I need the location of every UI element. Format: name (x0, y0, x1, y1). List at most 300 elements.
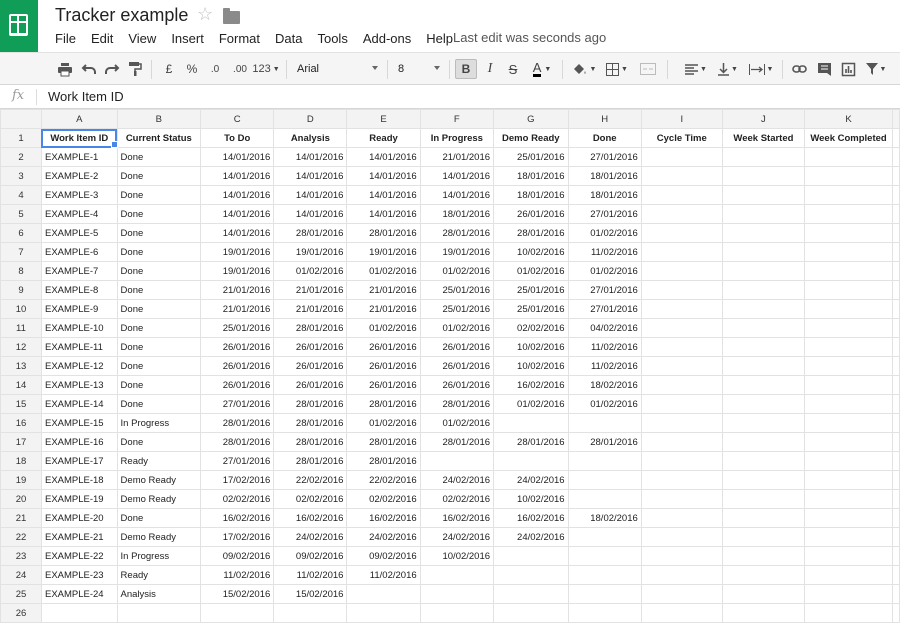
table-cell[interactable]: 16/02/2016 (420, 509, 493, 528)
italic-button[interactable]: I (487, 61, 493, 76)
table-cell[interactable]: Done (117, 357, 201, 376)
table-cell[interactable]: Done (117, 148, 201, 167)
table-cell[interactable]: 01/02/2016 (494, 395, 569, 414)
row-header[interactable]: 23 (1, 547, 42, 566)
table-cell[interactable] (722, 319, 804, 338)
table-cell[interactable] (893, 566, 900, 585)
table-cell[interactable] (805, 167, 893, 186)
table-cell[interactable] (568, 414, 641, 433)
table-cell[interactable] (641, 376, 722, 395)
table-cell[interactable]: 11/02/2016 (568, 243, 641, 262)
table-cell[interactable]: In Progress (117, 547, 201, 566)
table-cell[interactable] (893, 452, 900, 471)
table-cell[interactable] (893, 490, 900, 509)
table-cell[interactable]: 26/01/2016 (201, 357, 274, 376)
table-cell[interactable]: 16/02/2016 (201, 509, 274, 528)
table-cell[interactable]: 26/01/2016 (274, 376, 347, 395)
table-cell[interactable]: 11/02/2016 (568, 357, 641, 376)
menu-item-tools[interactable]: Tools (317, 31, 348, 46)
table-cell[interactable]: 21/01/2016 (347, 281, 420, 300)
table-cell[interactable] (41, 604, 117, 623)
table-cell[interactable] (893, 509, 900, 528)
table-cell[interactable] (420, 452, 493, 471)
table-cell[interactable]: 18/01/2016 (494, 186, 569, 205)
table-cell[interactable] (494, 452, 569, 471)
row-header[interactable]: 26 (1, 604, 42, 623)
column-header-j[interactable]: J (722, 110, 804, 129)
table-cell[interactable]: 26/01/2016 (420, 338, 493, 357)
table-cell[interactable]: 26/01/2016 (201, 376, 274, 395)
folder-icon[interactable] (223, 11, 240, 24)
table-cell[interactable]: 19/01/2016 (420, 243, 493, 262)
table-cell[interactable]: 24/02/2016 (347, 528, 420, 547)
column-title-cell[interactable]: Demo Ready (494, 129, 569, 148)
table-cell[interactable] (641, 300, 722, 319)
table-cell[interactable]: EXAMPLE-1 (41, 148, 117, 167)
table-cell[interactable]: 22/02/2016 (274, 471, 347, 490)
table-cell[interactable] (722, 376, 804, 395)
table-cell[interactable]: Done (117, 224, 201, 243)
table-cell[interactable]: 10/02/2016 (420, 547, 493, 566)
table-cell[interactable]: 24/02/2016 (420, 528, 493, 547)
menu-item-file[interactable]: File (55, 31, 76, 46)
table-cell[interactable] (893, 281, 900, 300)
table-cell[interactable]: Analysis (117, 585, 201, 604)
table-cell[interactable] (722, 148, 804, 167)
table-cell[interactable]: 14/01/2016 (274, 205, 347, 224)
table-cell[interactable]: EXAMPLE-13 (41, 376, 117, 395)
table-cell[interactable] (893, 395, 900, 414)
table-cell[interactable]: 24/02/2016 (494, 471, 569, 490)
table-cell[interactable] (201, 604, 274, 623)
table-cell[interactable] (568, 528, 641, 547)
table-cell[interactable]: 27/01/2016 (568, 148, 641, 167)
table-cell[interactable]: 09/02/2016 (201, 547, 274, 566)
column-title-cell[interactable]: Work Item ID (41, 129, 117, 148)
table-cell[interactable] (805, 148, 893, 167)
table-cell[interactable]: 28/01/2016 (568, 433, 641, 452)
table-cell[interactable]: EXAMPLE-20 (41, 509, 117, 528)
row-header[interactable]: 5 (1, 205, 42, 224)
table-cell[interactable]: 28/01/2016 (420, 433, 493, 452)
table-cell[interactable]: 14/01/2016 (347, 148, 420, 167)
table-cell[interactable]: 28/01/2016 (274, 452, 347, 471)
table-cell[interactable]: 22/02/2016 (347, 471, 420, 490)
table-cell[interactable] (722, 186, 804, 205)
table-cell[interactable]: 25/01/2016 (420, 281, 493, 300)
table-cell[interactable]: 26/01/2016 (420, 357, 493, 376)
sheets-logo-icon[interactable] (0, 0, 38, 52)
table-cell[interactable]: 28/01/2016 (347, 433, 420, 452)
table-cell[interactable]: 14/01/2016 (274, 167, 347, 186)
document-title[interactable]: Tracker example (55, 5, 189, 25)
column-header-e[interactable]: E (347, 110, 420, 129)
table-cell[interactable] (641, 452, 722, 471)
table-cell[interactable]: 28/01/2016 (274, 395, 347, 414)
table-cell[interactable]: 04/02/2016 (568, 319, 641, 338)
table-cell[interactable]: Demo Ready (117, 490, 201, 509)
table-cell[interactable] (805, 585, 893, 604)
table-cell[interactable]: 28/01/2016 (274, 224, 347, 243)
table-cell[interactable] (893, 338, 900, 357)
table-cell[interactable] (893, 300, 900, 319)
table-cell[interactable]: 21/01/2016 (347, 300, 420, 319)
table-cell[interactable] (722, 471, 804, 490)
table-cell[interactable] (722, 509, 804, 528)
column-header-g[interactable]: G (494, 110, 569, 129)
row-header[interactable]: 19 (1, 471, 42, 490)
table-cell[interactable] (722, 224, 804, 243)
table-cell[interactable]: EXAMPLE-6 (41, 243, 117, 262)
table-cell[interactable]: EXAMPLE-14 (41, 395, 117, 414)
table-cell[interactable] (805, 509, 893, 528)
table-cell[interactable]: EXAMPLE-23 (41, 566, 117, 585)
table-cell[interactable]: Done (117, 395, 201, 414)
table-cell[interactable]: EXAMPLE-9 (41, 300, 117, 319)
table-cell[interactable]: 15/02/2016 (201, 585, 274, 604)
table-cell[interactable] (805, 414, 893, 433)
table-cell[interactable]: 16/02/2016 (347, 509, 420, 528)
column-title-cell[interactable]: Cycle Time (641, 129, 722, 148)
table-cell[interactable] (722, 395, 804, 414)
table-cell[interactable]: 25/01/2016 (420, 300, 493, 319)
row-header[interactable]: 24 (1, 566, 42, 585)
table-cell[interactable]: 28/01/2016 (347, 395, 420, 414)
table-cell[interactable]: 11/02/2016 (201, 566, 274, 585)
table-cell[interactable] (805, 547, 893, 566)
table-cell[interactable] (805, 224, 893, 243)
table-cell[interactable]: 01/02/2016 (274, 262, 347, 281)
table-cell[interactable] (893, 471, 900, 490)
row-header[interactable]: 9 (1, 281, 42, 300)
table-cell[interactable] (641, 604, 722, 623)
table-cell[interactable]: 19/01/2016 (347, 243, 420, 262)
table-cell[interactable]: 21/01/2016 (274, 300, 347, 319)
table-cell[interactable] (722, 167, 804, 186)
table-cell[interactable]: 17/02/2016 (201, 471, 274, 490)
table-cell[interactable] (893, 585, 900, 604)
table-cell[interactable] (893, 148, 900, 167)
table-cell[interactable]: 02/02/2016 (201, 490, 274, 509)
table-cell[interactable]: EXAMPLE-11 (41, 338, 117, 357)
table-cell[interactable]: 18/01/2016 (568, 167, 641, 186)
table-cell[interactable] (805, 604, 893, 623)
fill-color-icon[interactable] (569, 59, 599, 79)
table-cell[interactable]: EXAMPLE-2 (41, 167, 117, 186)
table-cell[interactable]: Done (117, 243, 201, 262)
column-header-overflow[interactable] (893, 110, 900, 129)
table-cell[interactable] (722, 547, 804, 566)
table-cell[interactable] (893, 262, 900, 281)
table-cell[interactable]: 24/02/2016 (494, 528, 569, 547)
table-cell[interactable] (805, 243, 893, 262)
table-cell[interactable] (641, 243, 722, 262)
filter-icon[interactable] (862, 59, 890, 79)
table-cell[interactable] (805, 205, 893, 224)
borders-icon[interactable] (603, 59, 631, 79)
table-cell[interactable] (641, 148, 722, 167)
table-cell[interactable]: 01/02/2016 (568, 224, 641, 243)
table-cell[interactable]: Done (117, 300, 201, 319)
table-cell[interactable] (893, 528, 900, 547)
table-cell[interactable]: In Progress (117, 414, 201, 433)
table-cell[interactable] (420, 604, 493, 623)
text-wrapping-icon[interactable] (746, 59, 776, 79)
table-cell[interactable] (893, 186, 900, 205)
table-cell[interactable]: 14/01/2016 (201, 205, 274, 224)
table-cell[interactable]: 14/01/2016 (201, 224, 274, 243)
table-cell[interactable]: Done (117, 205, 201, 224)
table-cell[interactable] (722, 300, 804, 319)
table-cell[interactable] (805, 262, 893, 281)
table-cell[interactable]: 27/01/2016 (568, 300, 641, 319)
table-cell[interactable]: EXAMPLE-24 (41, 585, 117, 604)
table-cell[interactable]: 02/02/2016 (494, 319, 569, 338)
align-left-icon[interactable] (681, 59, 711, 79)
table-cell[interactable]: 11/02/2016 (347, 566, 420, 585)
table-cell[interactable]: 01/02/2016 (568, 395, 641, 414)
table-cell[interactable] (805, 452, 893, 471)
table-cell[interactable]: 26/01/2016 (347, 338, 420, 357)
table-cell[interactable] (641, 509, 722, 528)
table-cell[interactable] (568, 547, 641, 566)
row-header[interactable]: 4 (1, 186, 42, 205)
table-cell[interactable]: 18/01/2016 (420, 205, 493, 224)
table-cell[interactable] (805, 319, 893, 338)
table-cell[interactable] (893, 319, 900, 338)
row-header[interactable]: 8 (1, 262, 42, 281)
table-cell[interactable]: EXAMPLE-10 (41, 319, 117, 338)
table-cell[interactable]: 21/01/2016 (201, 300, 274, 319)
table-cell[interactable] (347, 585, 420, 604)
row-header[interactable]: 13 (1, 357, 42, 376)
table-cell[interactable]: 26/01/2016 (274, 338, 347, 357)
column-title-cell[interactable]: Done (568, 129, 641, 148)
decrease-decimals-button[interactable]: .0 (210, 63, 220, 75)
table-cell[interactable]: 26/01/2016 (494, 205, 569, 224)
table-cell[interactable]: 16/02/2016 (494, 376, 569, 395)
more-formats-button[interactable] (252, 59, 280, 79)
table-cell[interactable] (641, 262, 722, 281)
menu-item-insert[interactable]: Insert (171, 31, 204, 46)
table-cell[interactable]: 21/01/2016 (201, 281, 274, 300)
print-icon[interactable] (56, 59, 74, 79)
column-header-d[interactable]: D (274, 110, 347, 129)
table-cell[interactable]: 27/01/2016 (201, 395, 274, 414)
table-cell[interactable]: Done (117, 433, 201, 452)
row-header[interactable]: 2 (1, 148, 42, 167)
table-cell[interactable]: 26/01/2016 (347, 357, 420, 376)
table-cell[interactable]: 14/01/2016 (420, 167, 493, 186)
table-cell[interactable] (641, 281, 722, 300)
column-title-cell[interactable]: Ready (347, 129, 420, 148)
menu-item-edit[interactable]: Edit (90, 31, 114, 46)
table-cell[interactable] (641, 585, 722, 604)
table-cell[interactable]: Ready (117, 452, 201, 471)
table-cell[interactable]: 28/01/2016 (274, 414, 347, 433)
table-cell[interactable] (494, 414, 569, 433)
table-cell[interactable] (641, 186, 722, 205)
table-cell[interactable]: 14/01/2016 (347, 167, 420, 186)
table-cell[interactable] (117, 604, 201, 623)
table-cell[interactable]: EXAMPLE-21 (41, 528, 117, 547)
table-cell[interactable]: Done (117, 281, 201, 300)
row-header[interactable]: 10 (1, 300, 42, 319)
table-cell[interactable] (805, 357, 893, 376)
table-cell[interactable] (893, 205, 900, 224)
table-cell[interactable]: Demo Ready (117, 471, 201, 490)
table-cell[interactable]: 28/01/2016 (420, 395, 493, 414)
row-header[interactable]: 21 (1, 509, 42, 528)
table-cell[interactable]: EXAMPLE-15 (41, 414, 117, 433)
table-cell[interactable] (893, 376, 900, 395)
table-cell[interactable]: 25/01/2016 (494, 281, 569, 300)
row-header[interactable]: 22 (1, 528, 42, 547)
table-cell[interactable]: 01/02/2016 (347, 262, 420, 281)
table-cell[interactable]: 01/02/2016 (347, 319, 420, 338)
table-cell[interactable] (722, 281, 804, 300)
table-cell[interactable] (893, 433, 900, 452)
table-cell[interactable] (641, 528, 722, 547)
table-cell[interactable] (805, 300, 893, 319)
table-cell[interactable] (722, 243, 804, 262)
table-cell[interactable] (641, 167, 722, 186)
table-cell[interactable]: Done (117, 262, 201, 281)
table-cell[interactable]: 28/01/2016 (201, 433, 274, 452)
table-cell[interactable] (893, 357, 900, 376)
table-cell[interactable]: 21/01/2016 (274, 281, 347, 300)
table-cell[interactable]: 26/01/2016 (201, 338, 274, 357)
table-cell[interactable] (893, 604, 900, 623)
table-cell[interactable] (568, 452, 641, 471)
table-cell[interactable]: 14/01/2016 (420, 186, 493, 205)
column-header-f[interactable]: F (420, 110, 493, 129)
text-color-button[interactable] (527, 59, 557, 79)
table-cell[interactable] (568, 585, 641, 604)
table-cell[interactable]: 14/01/2016 (347, 186, 420, 205)
table-cell[interactable]: 14/01/2016 (201, 167, 274, 186)
table-cell[interactable]: 10/02/2016 (494, 243, 569, 262)
table-cell[interactable] (722, 528, 804, 547)
table-cell[interactable]: 09/02/2016 (274, 547, 347, 566)
column-title-cell[interactable]: To Do (201, 129, 274, 148)
table-cell[interactable]: EXAMPLE-3 (41, 186, 117, 205)
table-cell[interactable]: 15/02/2016 (274, 585, 347, 604)
column-header-c[interactable]: C (201, 110, 274, 129)
table-cell[interactable] (420, 585, 493, 604)
table-cell[interactable]: 01/02/2016 (494, 262, 569, 281)
table-cell[interactable] (893, 129, 900, 148)
column-header-b[interactable]: B (117, 110, 201, 129)
merge-cells-icon[interactable] (635, 59, 661, 79)
table-cell[interactable]: EXAMPLE-19 (41, 490, 117, 509)
table-cell[interactable]: Done (117, 509, 201, 528)
table-cell[interactable] (641, 433, 722, 452)
row-header[interactable]: 14 (1, 376, 42, 395)
table-cell[interactable]: EXAMPLE-16 (41, 433, 117, 452)
select-all-corner[interactable] (1, 110, 42, 129)
menu-item-view[interactable]: View (128, 31, 157, 46)
insert-link-icon[interactable] (789, 59, 809, 79)
row-header[interactable]: 15 (1, 395, 42, 414)
redo-icon[interactable] (103, 59, 121, 79)
menu-item-format[interactable]: Format (218, 31, 260, 46)
table-cell[interactable] (805, 338, 893, 357)
menu-item-add-ons[interactable]: Add-ons (362, 31, 412, 46)
table-cell[interactable] (641, 357, 722, 376)
table-cell[interactable] (641, 414, 722, 433)
row-header[interactable]: 7 (1, 243, 42, 262)
table-cell[interactable] (805, 490, 893, 509)
table-cell[interactable]: Done (117, 167, 201, 186)
table-cell[interactable]: 28/01/2016 (347, 452, 420, 471)
table-cell[interactable]: 09/02/2016 (347, 547, 420, 566)
table-cell[interactable] (641, 566, 722, 585)
currency-format-button[interactable]: £ (165, 62, 173, 76)
table-cell[interactable] (722, 490, 804, 509)
vertical-align-icon[interactable] (714, 59, 742, 79)
insert-comment-icon[interactable] (814, 59, 834, 79)
table-cell[interactable]: Ready (117, 566, 201, 585)
table-cell[interactable] (494, 604, 569, 623)
table-cell[interactable]: 01/02/2016 (420, 414, 493, 433)
table-cell[interactable]: 01/02/2016 (568, 262, 641, 281)
row-header[interactable]: 18 (1, 452, 42, 471)
table-cell[interactable]: 28/01/2016 (201, 414, 274, 433)
table-cell[interactable]: 18/02/2016 (568, 509, 641, 528)
table-cell[interactable] (893, 243, 900, 262)
table-cell[interactable] (805, 471, 893, 490)
row-header[interactable]: 6 (1, 224, 42, 243)
table-cell[interactable]: 28/01/2016 (274, 319, 347, 338)
table-cell[interactable] (494, 566, 569, 585)
table-cell[interactable]: 14/01/2016 (201, 148, 274, 167)
table-cell[interactable]: 26/01/2016 (274, 357, 347, 376)
table-cell[interactable]: 26/01/2016 (420, 376, 493, 395)
table-cell[interactable]: 14/01/2016 (201, 186, 274, 205)
star-icon[interactable]: ☆ (197, 4, 214, 24)
table-cell[interactable] (568, 604, 641, 623)
table-cell[interactable]: 18/01/2016 (494, 167, 569, 186)
table-cell[interactable]: 28/01/2016 (420, 224, 493, 243)
table-cell[interactable]: 28/01/2016 (494, 433, 569, 452)
column-header-i[interactable]: I (641, 110, 722, 129)
table-cell[interactable] (641, 471, 722, 490)
table-cell[interactable]: 01/02/2016 (420, 319, 493, 338)
row-header[interactable]: 25 (1, 585, 42, 604)
table-cell[interactable] (722, 205, 804, 224)
table-cell[interactable]: 18/01/2016 (568, 186, 641, 205)
bold-button[interactable]: B (455, 59, 477, 79)
font-family-select[interactable] (292, 59, 382, 79)
table-cell[interactable]: 16/02/2016 (494, 509, 569, 528)
table-cell[interactable] (722, 414, 804, 433)
table-cell[interactable]: 02/02/2016 (274, 490, 347, 509)
table-cell[interactable]: 26/01/2016 (347, 376, 420, 395)
table-cell[interactable] (805, 528, 893, 547)
table-cell[interactable] (805, 186, 893, 205)
table-cell[interactable] (641, 547, 722, 566)
row-header[interactable]: 11 (1, 319, 42, 338)
strikethrough-button[interactable]: S (508, 61, 518, 77)
column-title-cell[interactable]: Week Completed (805, 129, 893, 148)
column-title-cell[interactable]: In Progress (420, 129, 493, 148)
table-cell[interactable] (893, 414, 900, 433)
table-cell[interactable]: Done (117, 186, 201, 205)
table-cell[interactable]: EXAMPLE-12 (41, 357, 117, 376)
paint-format-icon[interactable] (126, 59, 144, 79)
table-cell[interactable] (641, 490, 722, 509)
